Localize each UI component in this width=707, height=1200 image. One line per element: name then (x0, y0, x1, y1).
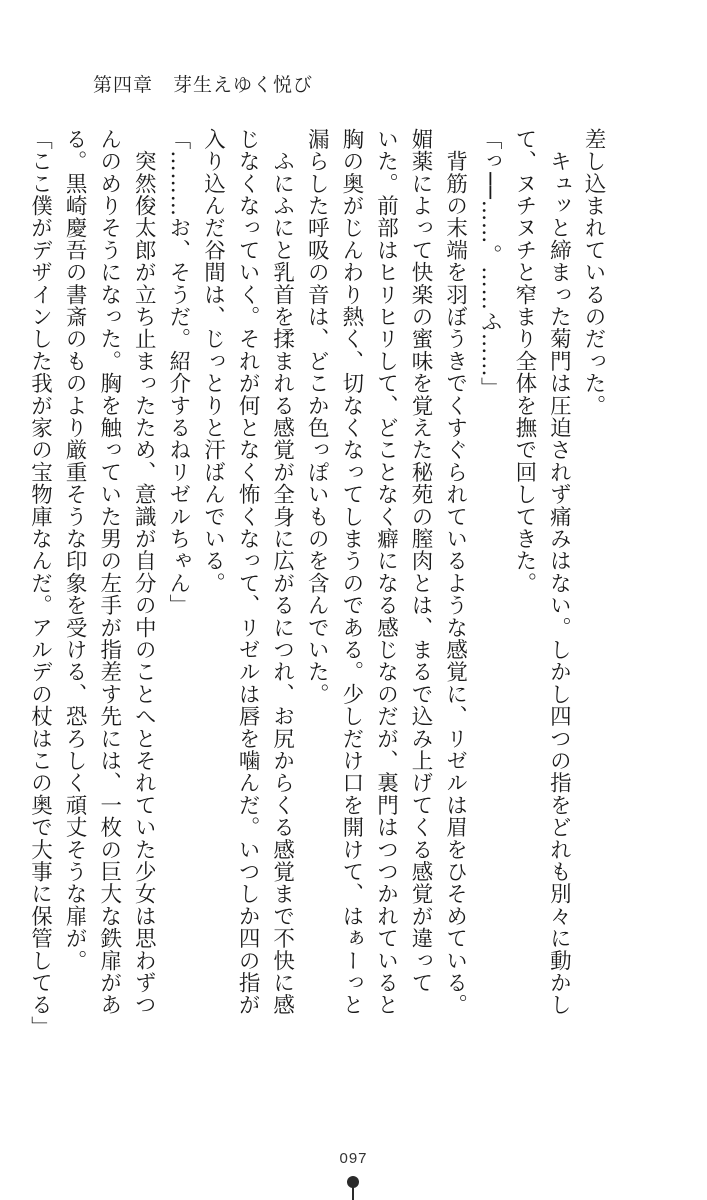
text-line: 背筋の末端を羽ぼうきでくすぐられているような感覚に、リゼルは眉をひそめている。 (442, 128, 468, 1016)
text-line: ふにふにと乳首を揉まれる感覚が全身に広がるにつれ、お尻からくる感覚まで不快に感 (269, 128, 295, 1016)
text-line: 入り込んだ谷間は、じっとりと汗ばんでいる。 (200, 128, 226, 595)
text-line: 「っ──……。……ふ……」 (477, 128, 503, 400)
text-line: キュッと締まった菊門は圧迫されず痛みはない。しかし四つの指をどれも別々に動かし (546, 128, 572, 1016)
text-line: 漏らした呼吸の音は、どこか色っぽいものを含んでいた。 (304, 128, 330, 706)
text-line: 突然俊太郎が立ち止まったため、意識が自分の中のことへとそれていた少女は思わずつ (131, 128, 157, 1016)
text-line: 「………お、そうだ。紹介するねリゼルちゃん」 (165, 128, 191, 617)
vertical-body-text (27, 128, 610, 1039)
text-line: て、ヌチヌチと窄まり全体を撫で回してきた。 (511, 128, 537, 595)
text-line: る。黒崎慶吾の書斎のものより厳重そうな印象を受ける、恐ろしく頑丈そうな扉が。 (62, 128, 88, 972)
text-line: んのめりそうになった。胸を触っていた男の左手が指差す先には、一枚の巨大な鉄扉があ (96, 128, 122, 1016)
page-number: 097 (339, 1150, 368, 1167)
folio-rule-ornament (352, 1187, 354, 1200)
text-line: 媚薬によって快楽の蜜味を覚えた秘苑の膣肉とは、まるで込み上げてくる感覚が違って (408, 128, 434, 994)
text-line: 差し込まれているのだった。 (581, 128, 606, 417)
text-line: いた。前部はヒリヒリして、どことなく癖になる感じなのだが、裏門はつつかれていると (373, 128, 399, 1016)
text-line: じなくなっていく。それが何となく怖くなって、リゼルは唇を噛んだ。いつしか四の指が (235, 128, 261, 1016)
running-header-chapter-title: 第四章 芽生えゆく悦び (93, 74, 314, 96)
text-line: 胸の奥がじんわり熱く、切なくなってしまうのである。少しだけ口を開けて、はぁーっと (338, 128, 364, 1016)
text-line: 「ここ僕がデザインした我が家の宝物庫なんだ。アルデの杖はこの奥で大事に保管してる」 (27, 128, 53, 1039)
